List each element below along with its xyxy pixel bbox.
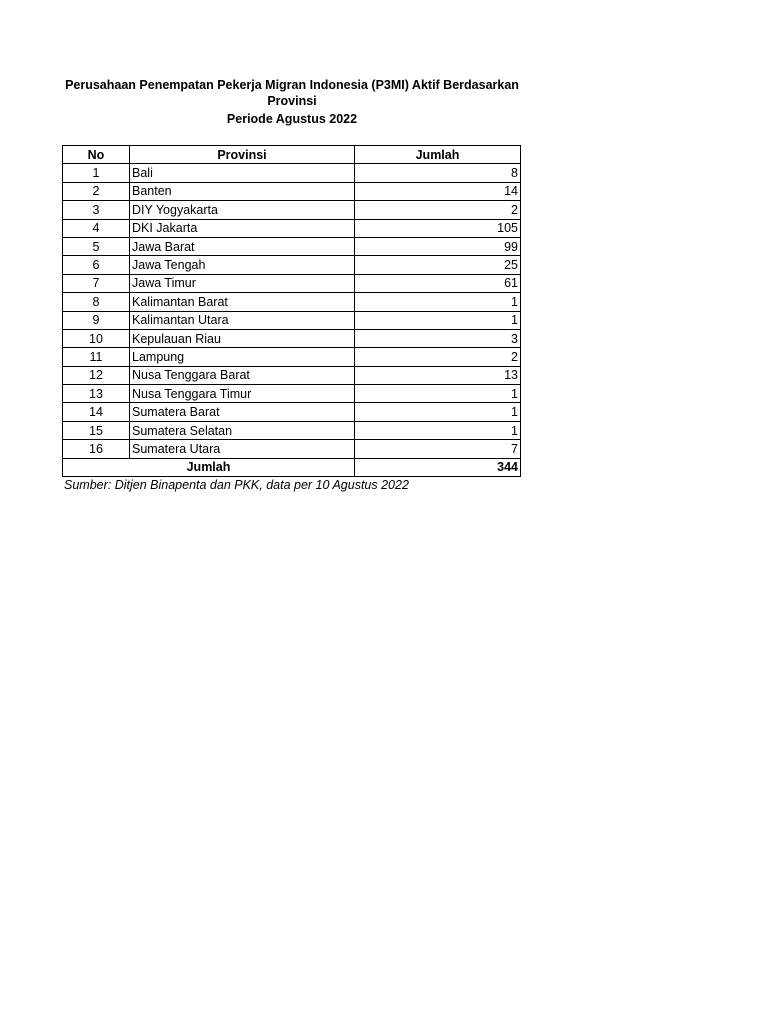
table-row xyxy=(63,201,521,219)
cell-no: 5 xyxy=(63,237,130,255)
cell-jumlah: 1 xyxy=(355,385,521,403)
table-row xyxy=(63,293,521,311)
document-title-block xyxy=(62,77,522,127)
cell-no: 9 xyxy=(63,311,130,329)
cell-no: 4 xyxy=(63,219,130,237)
cell-provinsi: Kepulauan Riau xyxy=(130,329,355,347)
cell-no: 3 xyxy=(63,201,130,219)
cell-jumlah: 13 xyxy=(355,366,521,384)
table-row xyxy=(63,421,521,439)
cell-provinsi: Nusa Tenggara Timur xyxy=(130,385,355,403)
table-row xyxy=(63,311,521,329)
cell-jumlah: 14 xyxy=(355,182,521,200)
cell-no: 10 xyxy=(63,329,130,347)
cell-provinsi: DIY Yogyakarta xyxy=(130,201,355,219)
cell-jumlah: 99 xyxy=(355,237,521,255)
table-row xyxy=(63,182,521,200)
cell-jumlah: 8 xyxy=(355,164,521,182)
table-total-row xyxy=(63,458,521,476)
table-row xyxy=(63,219,521,237)
table-row xyxy=(63,348,521,366)
cell-no: 7 xyxy=(63,274,130,292)
table-row xyxy=(63,237,521,255)
header-jumlah: Jumlah xyxy=(355,146,521,164)
cell-jumlah: 1 xyxy=(355,421,521,439)
header-provinsi: Provinsi xyxy=(130,146,355,164)
table-row xyxy=(63,366,521,384)
cell-jumlah: 3 xyxy=(355,329,521,347)
table-row xyxy=(63,329,521,347)
cell-provinsi: Kalimantan Barat xyxy=(130,293,355,311)
cell-no: 8 xyxy=(63,293,130,311)
document-title-continuation: Provinsi xyxy=(267,94,317,108)
cell-jumlah: 2 xyxy=(355,201,521,219)
cell-provinsi: Lampung xyxy=(130,348,355,366)
cell-provinsi: Sumatera Utara xyxy=(130,440,355,458)
total-value: 344 xyxy=(355,458,521,476)
total-label: Jumlah xyxy=(63,458,355,476)
cell-provinsi: DKI Jakarta xyxy=(130,219,355,237)
cell-jumlah: 7 xyxy=(355,440,521,458)
table-row xyxy=(63,385,521,403)
cell-no: 15 xyxy=(63,421,130,439)
cell-provinsi: Jawa Tengah xyxy=(130,256,355,274)
cell-provinsi: Bali xyxy=(130,164,355,182)
table-row xyxy=(63,440,521,458)
cell-no: 11 xyxy=(63,348,130,366)
table-row xyxy=(63,403,521,421)
cell-no: 16 xyxy=(63,440,130,458)
cell-provinsi: Sumatera Barat xyxy=(130,403,355,421)
table-row xyxy=(63,164,521,182)
header-no: No xyxy=(63,146,130,164)
cell-jumlah: 25 xyxy=(355,256,521,274)
cell-provinsi: Kalimantan Utara xyxy=(130,311,355,329)
table-row xyxy=(63,256,521,274)
cell-jumlah: 1 xyxy=(355,311,521,329)
p3mi-province-table xyxy=(62,145,521,477)
cell-provinsi: Jawa Timur xyxy=(130,274,355,292)
source-note: Sumber: Ditjen Binapenta dan PKK, data per 10 Agustus 2022 xyxy=(64,478,409,492)
table-body xyxy=(63,164,521,477)
cell-provinsi: Jawa Barat xyxy=(130,237,355,255)
cell-no: 14 xyxy=(63,403,130,421)
document-period: Periode Agustus 2022 xyxy=(226,112,358,126)
cell-no: 6 xyxy=(63,256,130,274)
cell-no: 12 xyxy=(63,366,130,384)
cell-jumlah: 1 xyxy=(355,293,521,311)
cell-jumlah: 61 xyxy=(355,274,521,292)
cell-no: 1 xyxy=(63,164,130,182)
cell-no: 2 xyxy=(63,182,130,200)
cell-provinsi: Sumatera Selatan xyxy=(130,421,355,439)
table-row xyxy=(63,274,521,292)
cell-jumlah: 105 xyxy=(355,219,521,237)
cell-provinsi: Nusa Tenggara Barat xyxy=(130,366,355,384)
cell-jumlah: 1 xyxy=(355,403,521,421)
cell-jumlah: 2 xyxy=(355,348,521,366)
cell-provinsi: Banten xyxy=(130,182,355,200)
document-title: Perusahaan Penempatan Pekerja Migran Indonesia (P3MI) Aktif Berdasarkan xyxy=(65,78,519,92)
cell-no: 13 xyxy=(63,385,130,403)
table-header-row xyxy=(63,146,521,164)
